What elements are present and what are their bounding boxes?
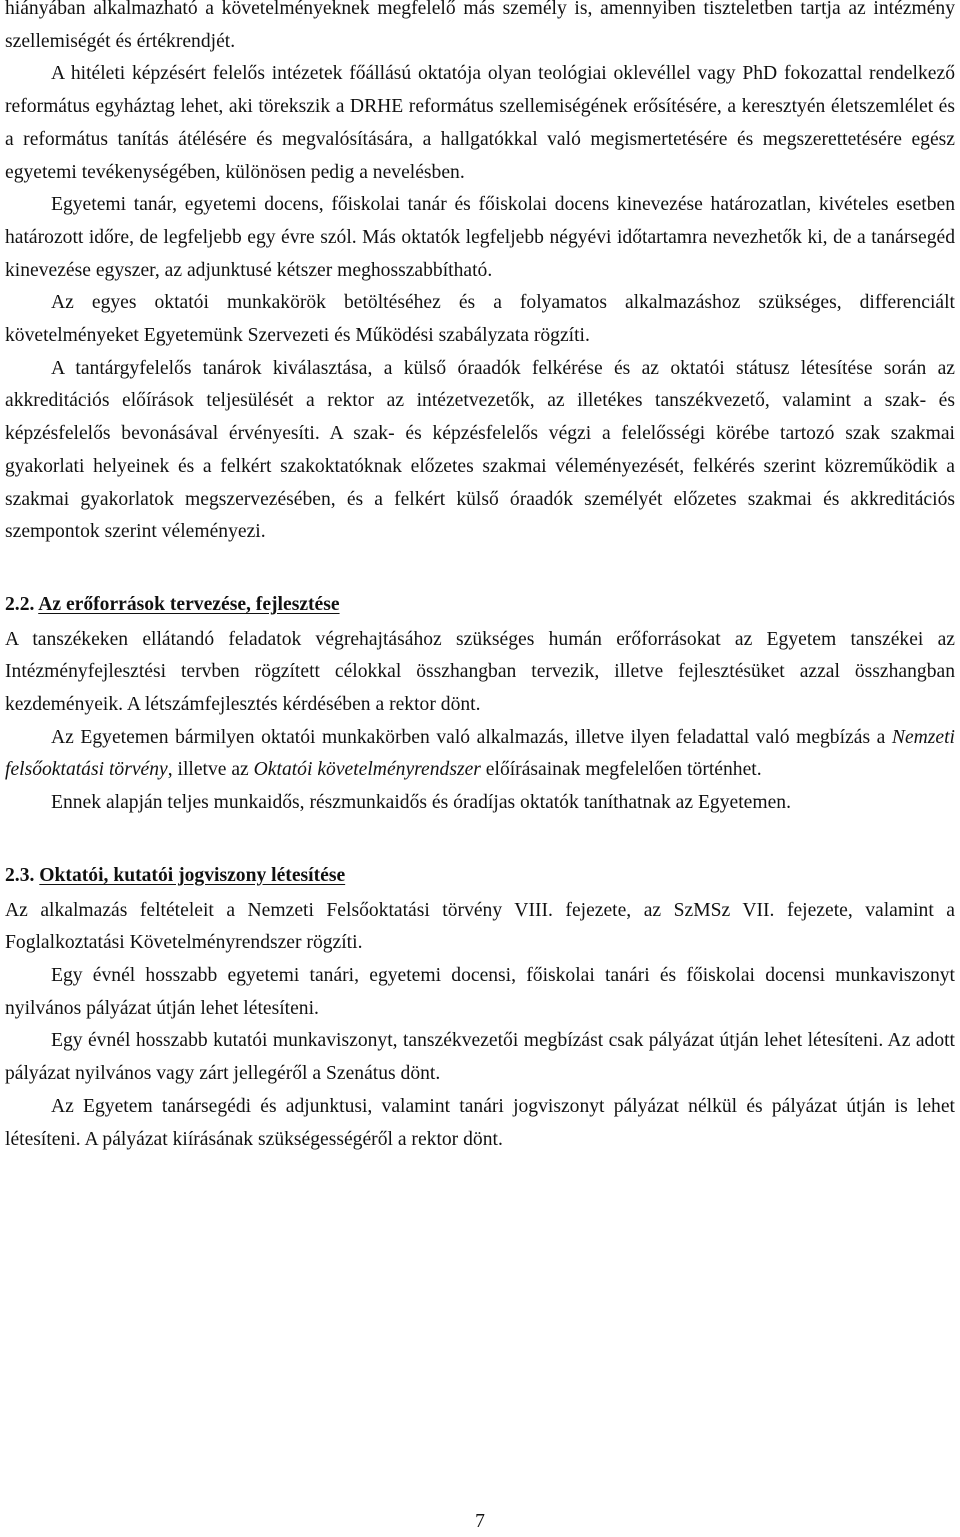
- paragraph: A tanszékeken ellátandó feladatok végrehajtásához szükséges humán erőforrásokat az Egyetem tanszékei az Intézményfejlesztési tervben rögzített célokkal összhangban tervezik, illetve fejlesztésüket azzal összhangban kezdeményeik. A létszámfejlesztés kérdésében a rektor dönt.: [5, 628, 955, 716]
- law-reference: Nemzeti felsőoktatási törvény: [5, 726, 955, 781]
- paragraph: [5, 722, 955, 787]
- paragraph: Ennek alapján teljes munkaidős, részmunkaidős és óradíjas oktatók taníthatnak az Egyetemen.: [51, 792, 791, 814]
- paragraph: Az Egyetem tanársegédi és adjunktusi, valamint tanári jogviszonyt pályázat nélkül és pályázat útján is lehet létesíteni. A pályázat kiírásának szükségességéről a rektor dönt.: [5, 1095, 955, 1150]
- section-title: Oktatói, kutatói jogviszony létesítése: [39, 864, 346, 886]
- section-spacer: [5, 820, 955, 860]
- paragraph: Egy évnél hosszabb egyetemi tanári, egyetemi docensi, főiskolai tanári és főiskolai docensi munkaviszonyt nyilvános pályázat útján lehet létesíteni.: [5, 964, 955, 1019]
- section-heading: [5, 860, 955, 893]
- section-heading: [5, 589, 955, 622]
- document-page: [5, 0, 955, 1156]
- paragraph: hiányában alkalmazható a követelményeknek megfelelő más személy is, amennyiben tiszteletben tartja az intézmény szellemiségét és értékrendjét.: [5, 0, 955, 52]
- section-spacer: [5, 549, 955, 589]
- paragraph: A hitéleti képzésért felelős intézetek főállású oktatója olyan teológiai oklevéllel vagy PhD fokozattal rendelkező református egyháztag lehet, aki törekszik a DRHE református szellemiségének erősítésére, a keresztyén életszemlélet és a református tanítás átélésére és megvalósítására, a hallgatókkal való megismertetésére és megszerettetésére egész egyetemi tevékenységében, különösen pedig a nevelésben.: [5, 63, 955, 183]
- text-run: előírásainak megfelelően történhet.: [480, 759, 762, 781]
- text-run: , illetve az: [167, 759, 254, 781]
- paragraph: Az alkalmazás feltételeit a Nemzeti Felsőoktatási törvény VIII. fejezete, az SzMSz VII. fejezete, valamint a Foglalkoztatási Követelményrendszer rögzíti.: [5, 899, 955, 954]
- requirements-reference: Oktatói követelményrendszer: [253, 759, 481, 781]
- paragraph: Egy évnél hosszabb kutatói munkaviszonyt, tanszékvezetői megbízást csak pályázat útján lehet létesíteni. Az adott pályázat nyilvános vagy zárt jellegéről a Szenátus dönt.: [5, 1030, 955, 1085]
- section-2-2: [5, 589, 955, 820]
- section-title: Az erőforrások tervezése, fejlesztése: [38, 593, 340, 615]
- intro-section: [5, 0, 955, 549]
- section-2-3: [5, 860, 955, 1156]
- text-run: Az Egyetemen bármilyen oktatói munkakörben való alkalmazás, illetve ilyen feladattal való megbízás a: [51, 726, 892, 748]
- paragraph: A tantárgyfelelős tanárok kiválasztása, a külső óraadók felkérése és az oktatói státusz létesítése során az akkreditációs előírások teljesülését a rektor az intézetvezetők, az illetékes tanszékvezető, valamint a szak- és képzésfelelős bevonásával érvényesíti. A szak- és képzésfelelős végzi a felelősségi körébe tartozó szak szakmai gyakorlati helyeinek és a felkért szakoktatóknak előzetes szakmai véleményezését, felkérés szerint közreműködik a szakmai gyakorlatok megszervezésében, és a felkért külső óraadók személyét előzetes szakmai és akkreditációs szempontok szerint véleményezi.: [5, 357, 955, 543]
- paragraph: Egyetemi tanár, egyetemi docens, főiskolai tanár és főiskolai docens kinevezése határozatlan, kivételes esetben határozott időre, de legfeljebb egy évre szól. Más oktatók legfeljebb négyévi időtartamra nevezhetők ki, de a tanársegéd kinevezése egyszer, az adjunktusé kétszer meghosszabbítható.: [5, 194, 955, 281]
- page-number: 7: [475, 1511, 485, 1532]
- paragraph: Az egyes oktatói munkakörök betöltéséhez és a folyamatos alkalmazáshoz szükséges, differenciált követelményeket Egyetemünk Szervezeti és Működési szabályzata rögzíti.: [5, 292, 955, 347]
- section-number: 2.3.: [5, 864, 35, 886]
- section-number: 2.2.: [5, 593, 35, 615]
